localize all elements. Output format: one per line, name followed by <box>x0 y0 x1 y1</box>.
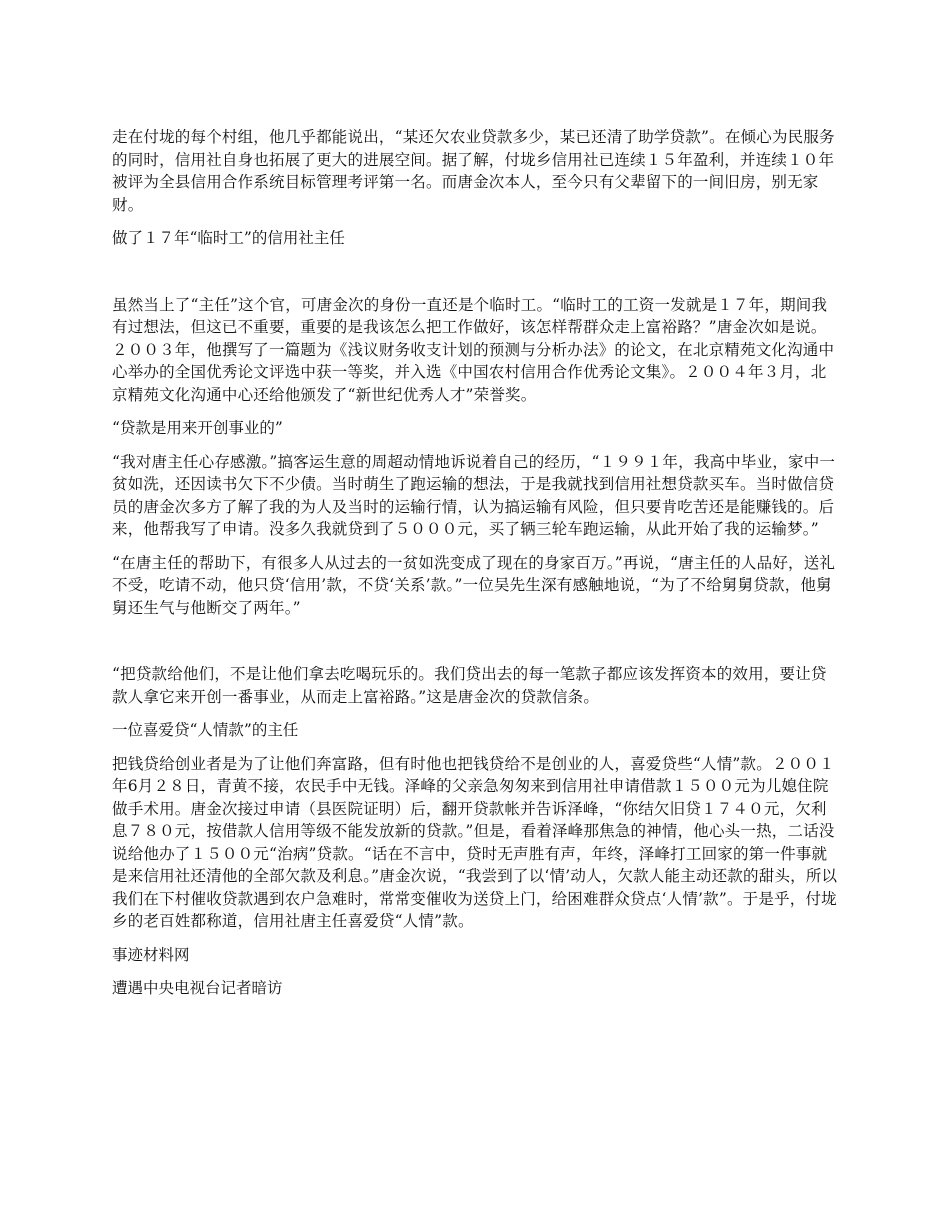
paragraph-4: “在唐主任的帮助下，有很多人从过去的一贫如洗变成了现在的身家百万。”再说，“唐主任的人品好，送礼不受，吃请不动，他只贷‘信用’款，不贷‘关系’款。”一位吴先生深有感触地说，“为了不给舅舅贷款，他舅舅还生气与他断交了两年。” <box>112 553 836 617</box>
paragraph-1: 走在付垅的每个村组，他几乎都能说出，“某还欠农业贷款多少，某已还清了助学贷款”。在倾心为民服务的同时，信用社自身也拓展了更大的进展空间。据了解，付垅乡信用社已连续１５年盈利，并连续１０年被评为全县信用合作系统目标管理考评第一名。而唐金次本人，至今只有父辈留下的一间旧房，别无家财。 <box>112 128 835 214</box>
section-heading-loans-for-business: “贷款是用来开创事业的” <box>112 419 283 437</box>
section-heading-temp-worker: 做了１７年“临时工”的信用社主任 <box>112 229 345 247</box>
paragraph-2: 虽然当上了“主任”这个官，可唐金次的身份一直还是个临时工。“临时工的工资一发就是１７年，期间我有过想法，但这已不重要，重要的是我该怎么把工作做好，该怎样帮群众走上富裕路？”唐金次如是说。２００３年，他撰写了一篇题为《浅议财务收支计划的预测与分析办法》的论文，在北京精苑文化沟通中心举办的全国优秀论文评选中获一等奖，并入选《中国农村信用合作优秀论文集》。２００４年３月，北京精苑文化沟通中心还给他颁发了“新世纪优秀人才”荣誉奖。 <box>112 295 835 404</box>
section-heading-favor-loans: 一位喜爱贷“人情款”的主任 <box>112 721 299 739</box>
paragraph-5: “把贷款给他们，不是让他们拿去吃喝玩乐的。我们贷出去的每一笔款子都应该发挥资本的效用，要让贷款人拿它来开创一番事业，从而走上富裕路。”这是唐金次的贷款信条。 <box>112 665 827 706</box>
article-body <box>112 126 842 1000</box>
paragraph-6: 把钱贷给创业者是为了让他们奔富路，但有时他也把钱贷给不是创业的人，喜爱贷些“人情”款。２００１年6月２８日，青黄不接，农民手中无钱。泽峰的父亲急匆匆来到信用社申请借款１５００元为儿媳住院做手术用。唐金次接过申请（县医院证明）后，翻开贷款帐并告诉泽峰，“你结欠旧贷１７４０元，欠利息７８０元，按借款人信用等级不能发放新的贷款。”但是，看着泽峰那焦急的神情，他心头一热，二话没说给他办了１５００元“治病”贷款。“话在不言中，贷时无声胜有声，年终，泽峰打工回家的第一件事就是来信用社还清他的全部欠款及利息。”唐金次说，“我尝到了以‘情’动人，欠款人能主动还款的甜头，所以我们在下村催收贷款遇到农户急难时，常常变催收为送贷上门，给困难群众贷点‘人情’款”。于是乎，付垅乡的老百姓都称道，信用社唐主任喜爱贷“人情”款。 <box>112 754 838 930</box>
section-heading-cctv-visit: 遭遇中央电视台记者暗访 <box>112 979 283 997</box>
paragraph-3: “我对唐主任心存感激。”搞客运生意的周超动情地诉说着自己的经历，“１９９１年，我高中毕业，家中一贫如洗，还因读书欠下不少债。当时萌生了跑运输的想法，于是我就找到信用社想贷款买车。当时做信贷员的唐金次多方了解了我的为人及当时的运输行情，认为搞运输有风险，但只要肯吃苦还是能赚钱的。后来，他帮我写了申请。没多久我就贷到了５０００元，买了辆三轮车跑运输，从此开始了我的运输梦。” <box>112 452 836 538</box>
source-label: 事迹材料网 <box>112 945 190 964</box>
